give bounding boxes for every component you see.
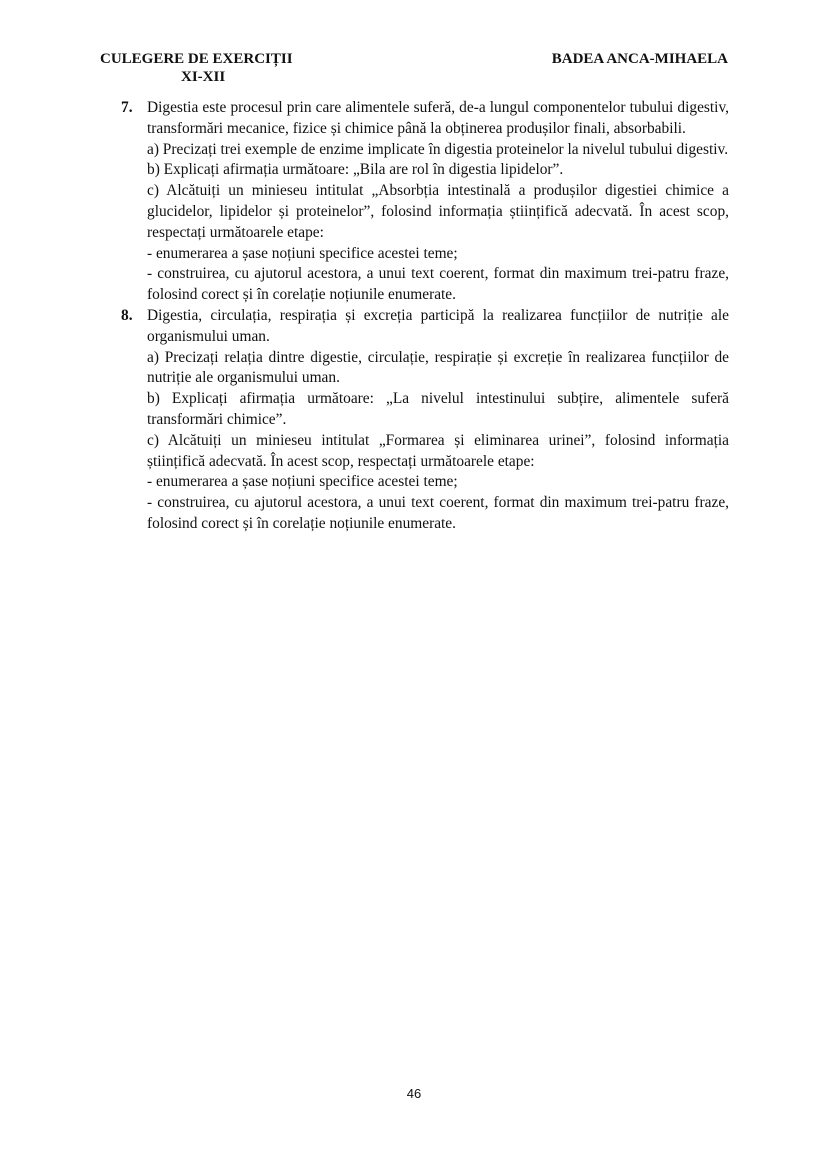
- header-left: [100, 50, 293, 86]
- exercise-step-2: - construirea, cu ajutorul acestora, a unui text coerent, format din maximum trei-patru fraze, folosind corect și în corelație noțiunile enumerate.: [147, 265, 729, 304]
- exercise-intro: Digestia, circulația, respirația și excreția participă la realizarea funcțiilor de nutriție ale organismului uman.: [147, 306, 729, 345]
- exercise-intro: Digestia este procesul prin care alimentele suferă, de-a lungul componentelor tubului digestiv, transformări mecanice, fizice și chimice până la obținerea produșilor finali, absorbabili.: [147, 99, 729, 137]
- page-number: 46: [406, 1086, 422, 1101]
- book-grades: XI-XII: [181, 69, 226, 85]
- exercise-number: 7.: [121, 99, 133, 116]
- book-title: CULEGERE DE EXERCIȚII: [100, 51, 293, 67]
- exercise-step-2: - construirea, cu ajutorul acestora, a unui text coerent, format din maximum trei-patru fraze, folosind corect și în corelație noțiunile enumerate.: [147, 494, 729, 532]
- author-name: BADEA ANCA-MIHAELA: [551, 51, 728, 67]
- exercise-number: 8.: [121, 306, 133, 324]
- exercise-7: [121, 98, 729, 306]
- exercise-part-a: a) Precizați trei exemple de enzime implicate în digestia proteinelor la nivelul tubului digestiv.: [147, 140, 729, 158]
- exercise-part-b: b) Explicați afirmația următoare: „Bila are rol în digestia lipidelor”.: [147, 161, 564, 179]
- exercise-part-c: c) Alcătuiți un minieseu intitulat „Formarea și eliminarea urinei”, folosind informația științifică adecvată. În acest scop, respectați următoarele etape:: [147, 431, 729, 470]
- exercise-step-1: - enumerarea a șase noțiuni specifice acestei teme;: [147, 473, 458, 491]
- exercise-8: [121, 306, 729, 535]
- exercise-part-b: b) Explicați afirmația următoare: „La nivelul intestinului subțire, alimentele suferă transformări chimice”.: [147, 390, 729, 428]
- exercise-part-a: a) Precizați relația dintre digestie, circulație, respirație și excreție în realizarea funcțiilor de nutriție ale organismului uman.: [147, 348, 729, 387]
- exercise-step-1: - enumerarea a șase noțiuni specifice acestei teme;: [147, 244, 458, 262]
- exercise-part-c: c) Alcătuiți un minieseu intitulat „Absorbția intestinală a produșilor digestiei chimice a glucidelor, lipidelor și proteinelor”, folosind informația științifică adecvată. În acest scop, respectați următoarele etape:: [147, 182, 729, 241]
- page-content: [121, 98, 729, 535]
